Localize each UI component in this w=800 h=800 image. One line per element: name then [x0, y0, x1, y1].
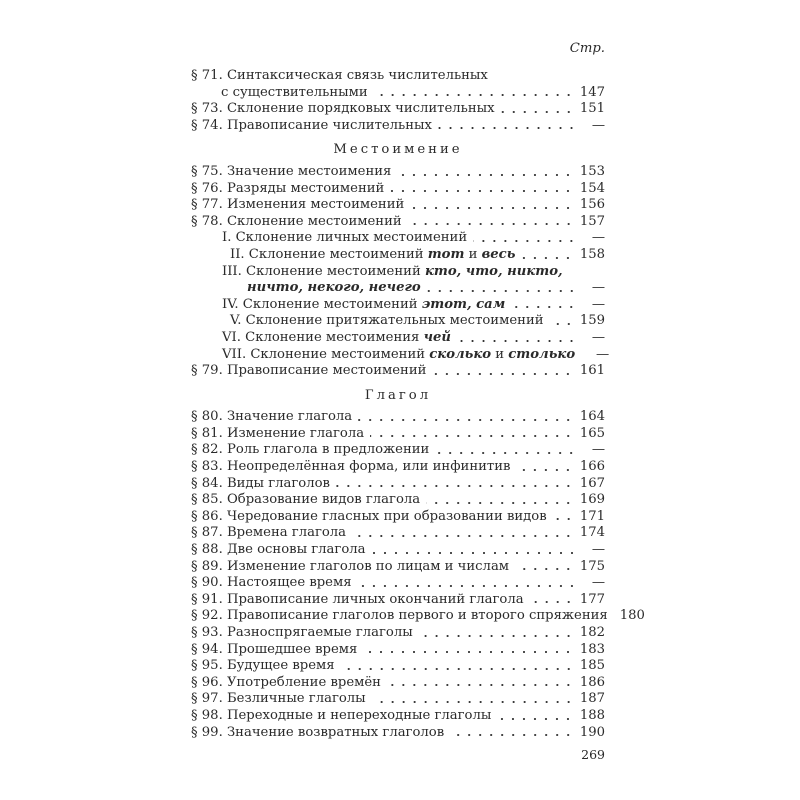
- entry-page: —: [591, 575, 605, 591]
- toc-entry-line: [191, 525, 605, 542]
- entry-page: —: [591, 230, 605, 246]
- title-text: VI. Склонение местоимения: [222, 329, 424, 345]
- title-text: § 77. Изменения местоимений: [191, 197, 405, 213]
- entry-page: 167: [579, 475, 605, 491]
- title-text: § 79. Правописание местоимений: [191, 363, 427, 379]
- title-text: § 91. Правописание личных окончаний глагола: [191, 591, 524, 607]
- toc-body: [191, 68, 645, 741]
- dot-leader: [390, 189, 573, 193]
- dot-leader: [387, 683, 574, 687]
- toc-entry-line: [191, 492, 605, 509]
- entry-title: [191, 592, 524, 609]
- dot-leader: [516, 468, 573, 472]
- toc-entry-line: [191, 330, 605, 347]
- toc-entry-line: [191, 247, 605, 264]
- emphasized-word: ничто, некого, нечего: [247, 280, 421, 296]
- entry-title: [191, 197, 404, 214]
- entry-title: [191, 708, 491, 725]
- title-text: § 87. Времена глагола: [191, 525, 347, 541]
- entry-page: 188: [579, 707, 605, 723]
- title-text: § 74. Правописание числительных: [191, 117, 432, 133]
- title-text: III. Склонение местоимений: [222, 263, 425, 279]
- entry-title: [191, 725, 444, 742]
- dot-leader: [515, 567, 574, 571]
- entry-title: [222, 330, 451, 347]
- entry-title: [191, 68, 488, 85]
- title-text: § 78. Склонение местоимений: [191, 213, 402, 229]
- emphasized-word: сколько: [429, 346, 492, 362]
- entry-page: 187: [579, 691, 605, 707]
- title-text: § 86. Чередование гласных при образовании видов: [191, 508, 547, 524]
- toc-entry-line: [191, 592, 605, 609]
- title-text: § 95. Будущее время: [191, 658, 335, 674]
- emphasized-word: этот, сам: [421, 296, 506, 312]
- section-heading: Глагол: [364, 387, 432, 403]
- toc-entry-line: [191, 230, 605, 247]
- title-text: § 99. Значение возвратных глаголов: [191, 724, 445, 740]
- toc-entry-line: [191, 363, 605, 380]
- entry-title: [191, 625, 413, 642]
- entry-title: [191, 363, 426, 380]
- entry-page: 186: [579, 674, 605, 690]
- entry-title: [222, 264, 563, 281]
- toc-entry-line: [191, 509, 605, 526]
- toc-entry-line: [191, 459, 605, 476]
- toc-entry-line: [191, 280, 605, 297]
- title-text: § 88. Две основы глагола: [191, 542, 366, 558]
- dot-leader: [473, 239, 577, 243]
- entry-title: [191, 525, 346, 542]
- toc-entry-line: [191, 575, 605, 592]
- entry-title: [222, 230, 467, 247]
- dot-leader: [410, 206, 574, 210]
- toc-entry-line: [191, 85, 605, 102]
- dot-leader: [358, 584, 577, 588]
- dot-leader: [341, 667, 574, 671]
- entry-title: [191, 559, 509, 576]
- entry-page: 164: [579, 409, 605, 425]
- toc-entry-line: [191, 409, 605, 426]
- entry-title: [191, 658, 335, 675]
- entry-page: —: [591, 280, 605, 296]
- entry-title: [191, 442, 429, 459]
- entry-page: —: [595, 346, 610, 362]
- title-text: и: [491, 346, 509, 362]
- entry-title: [191, 608, 608, 625]
- toc-entry-line: [191, 181, 605, 198]
- title-text: § 93. Разноспрягаемые глаголы: [191, 625, 413, 640]
- entry-page: 185: [579, 658, 605, 674]
- toc-entry-line: [191, 642, 605, 659]
- toc-entry-line: [191, 346, 610, 364]
- dot-leader: [550, 322, 574, 326]
- entry-title: [221, 85, 368, 102]
- entry-page: —: [591, 117, 605, 133]
- entry-title: [191, 642, 357, 659]
- title-text: § 83. Неопределённая форма, или инфинитив: [191, 459, 511, 475]
- entry-page: 156: [579, 197, 605, 213]
- page-number: 269: [581, 747, 605, 762]
- toc-entry-line: [191, 476, 605, 493]
- title-text: V. Склонение притяжательных местоимений: [230, 313, 544, 329]
- dot-leader: [426, 501, 574, 505]
- entry-page: —: [591, 542, 605, 558]
- toc-entry-line: [191, 197, 605, 214]
- dot-leader: [352, 534, 574, 538]
- entry-title: [191, 675, 381, 692]
- entry-title: [191, 459, 510, 476]
- title-text: § 85. Образование видов глагола: [191, 492, 421, 508]
- toc-entry-line: [191, 118, 605, 135]
- entry-page: 169: [579, 492, 605, 508]
- dot-leader: [427, 289, 577, 293]
- entry-page: 147: [579, 84, 605, 100]
- dot-leader: [432, 372, 573, 376]
- entry-page: 180: [619, 608, 645, 624]
- toc-entry-line: [191, 297, 605, 314]
- entry-title: [222, 347, 575, 364]
- toc-entry-line: [191, 675, 605, 692]
- toc-entry-line: [191, 101, 605, 118]
- emphasized-word: тот: [427, 246, 465, 262]
- toc-entry-line: [191, 264, 605, 281]
- toc-entry-line: [191, 559, 605, 576]
- dot-leader: [511, 305, 577, 309]
- toc-entry-line: [191, 214, 605, 231]
- toc-entry-line: [191, 68, 605, 85]
- entry-page: 171: [579, 508, 605, 524]
- entry-title: [191, 164, 391, 181]
- dot-leader: [358, 418, 574, 422]
- table-of-contents: [191, 38, 645, 741]
- emphasized-word: весь: [481, 246, 516, 262]
- entry-title: [191, 101, 495, 118]
- entry-title: [191, 214, 402, 231]
- dot-leader: [372, 551, 578, 555]
- dot-leader: [363, 650, 574, 654]
- entry-page: —: [591, 329, 605, 345]
- entry-title: [191, 509, 547, 526]
- entry-title: [191, 409, 352, 426]
- emphasized-word: кто, что, никто,: [424, 263, 563, 279]
- title-text: с существительными: [221, 84, 368, 100]
- page-column-header: Стр.: [569, 41, 605, 56]
- entry-page: 161: [579, 363, 605, 379]
- emphasized-word: столько: [508, 346, 576, 362]
- title-text: § 89. Изменение глаголов по лицам и числам: [191, 558, 510, 574]
- entry-page: 158: [579, 246, 605, 262]
- entry-page: 190: [579, 724, 605, 740]
- title-text: I. Склонение личных местоимений: [222, 230, 468, 246]
- dot-leader: [530, 600, 574, 604]
- entry-title: [191, 476, 330, 493]
- dot-leader: [419, 634, 574, 638]
- entry-title: [191, 181, 384, 198]
- toc-entry-line: [191, 164, 605, 181]
- entry-page: 182: [579, 625, 605, 640]
- toc-entry-line: [191, 691, 605, 708]
- title-text: § 96. Употребление времён: [191, 674, 381, 690]
- dot-leader: [521, 256, 573, 260]
- dot-leader: [408, 222, 574, 226]
- entry-page: 159: [579, 313, 605, 329]
- toc-entry-line: [191, 426, 605, 443]
- title-text: § 71. Синтаксическая связь числительных: [191, 68, 488, 83]
- toc-entry-line: [191, 658, 605, 675]
- dot-leader: [438, 126, 577, 130]
- title-text: § 73. Склонение порядковых числительных: [191, 101, 495, 117]
- dot-leader: [370, 434, 574, 438]
- dot-leader: [450, 733, 574, 737]
- toc-entry-line: [191, 708, 605, 725]
- entry-page: 174: [579, 525, 605, 541]
- title-text: § 80. Значение глагола: [191, 409, 353, 425]
- entry-page: 153: [579, 163, 605, 179]
- entry-page: —: [591, 296, 605, 312]
- title-text: II. Склонение местоимений: [230, 246, 428, 262]
- toc-entry-line: [191, 313, 605, 330]
- entry-title: [191, 118, 432, 135]
- dot-leader: [374, 93, 574, 97]
- title-text: § 97. Безличные глаголы: [191, 691, 366, 707]
- dot-leader: [435, 451, 577, 455]
- dot-leader: [553, 517, 574, 521]
- entry-page: 157: [579, 213, 605, 229]
- dot-leader: [457, 339, 577, 343]
- title-text: § 84. Виды глаголов: [191, 475, 330, 491]
- entry-page: 154: [579, 180, 605, 196]
- entry-title: [230, 313, 544, 330]
- entry-page: 165: [579, 425, 605, 441]
- title-text: § 76. Разряды местоимений: [191, 180, 385, 196]
- title-text: § 90. Настоящее время: [191, 575, 352, 591]
- entry-title: [191, 691, 366, 708]
- title-text: § 75. Значение местоимения: [191, 163, 392, 179]
- dot-leader: [336, 484, 574, 488]
- title-text: § 81. Изменение глагола: [191, 425, 365, 441]
- title-text: § 98. Переходные и непереходные глаголы: [191, 707, 492, 723]
- title-text: IV. Склонение местоимений: [222, 296, 422, 312]
- entry-title: [247, 280, 421, 297]
- entry-page: 177: [579, 591, 605, 607]
- dot-leader: [372, 700, 574, 704]
- entry-page: —: [591, 442, 605, 458]
- toc-entry-line: [191, 442, 605, 459]
- entry-title: [222, 297, 505, 314]
- dot-leader: [397, 173, 573, 177]
- toc-entry-line: [191, 725, 605, 742]
- entry-page: 151: [579, 101, 605, 117]
- entry-title: [191, 426, 364, 443]
- dot-leader: [501, 110, 574, 114]
- title-text: § 82. Роль глагола в предложении: [191, 442, 430, 458]
- entry-page: 175: [579, 558, 605, 574]
- entry-title: [230, 247, 515, 264]
- entry-page: 166: [579, 459, 605, 475]
- entry-title: [191, 575, 352, 592]
- emphasized-word: чей: [423, 329, 451, 345]
- toc-entry-line: [191, 608, 645, 625]
- entry-title: [191, 542, 366, 559]
- toc-entry-line: [191, 542, 605, 559]
- section-heading: Местоимение: [333, 142, 463, 158]
- title-text: и: [464, 246, 482, 262]
- entry-page: 183: [579, 641, 605, 657]
- title-text: § 94. Прошедшее время: [191, 641, 358, 657]
- dot-leader: [497, 717, 573, 721]
- entry-title: [191, 492, 420, 509]
- toc-entry-line: [191, 625, 605, 642]
- title-text: § 92. Правописание глаголов первого и второго спряжения: [191, 608, 608, 624]
- title-text: VII. Склонение местоимений: [222, 346, 430, 362]
